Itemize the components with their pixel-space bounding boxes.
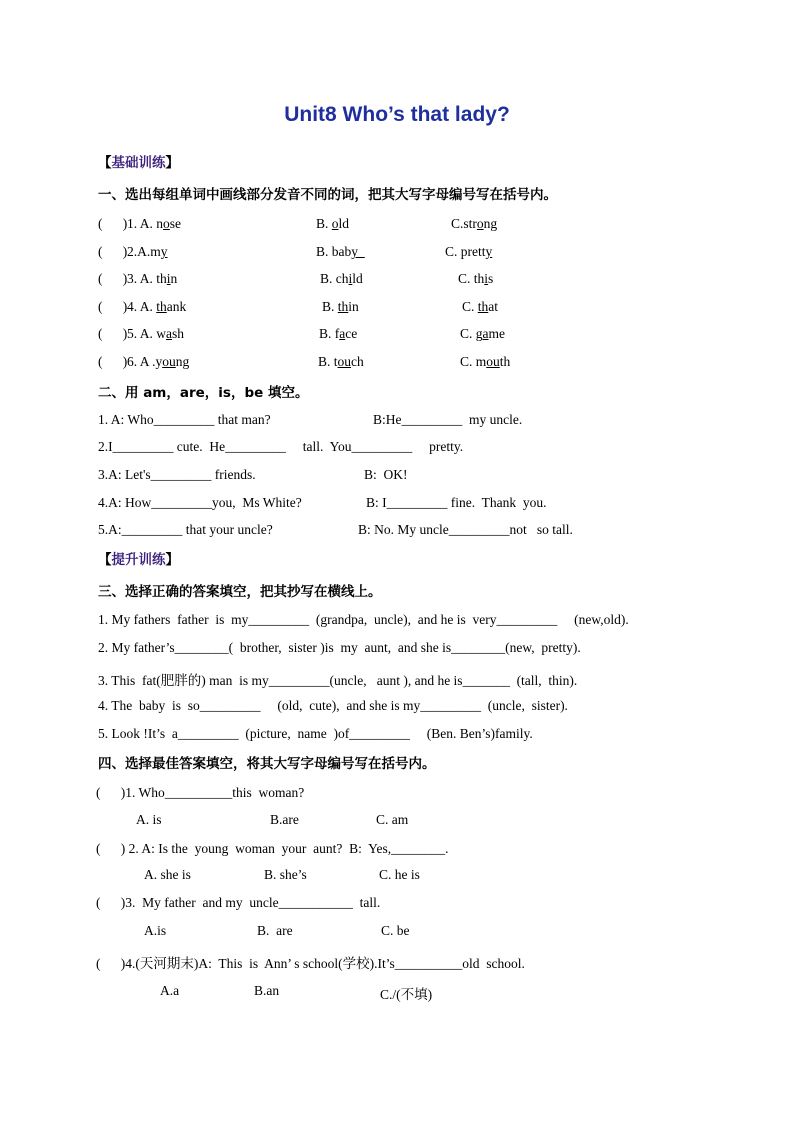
bracket-open: 【 [98, 552, 112, 568]
underlined-part: i [348, 271, 353, 286]
answer-paren: ( ) [98, 271, 128, 286]
option-text: 3. A. th [127, 271, 167, 286]
underlined-part: i [166, 271, 171, 286]
q4-stem: ( )4.(天河期末)A: This is Ann’ s school(学校).It’s__________old school. [96, 956, 525, 971]
option-text: B. ch [320, 271, 349, 286]
q3-row: 4. The baby is so_________ (old, cute), and she is my_________ (uncle, sister). [98, 698, 568, 713]
option-a [127, 354, 189, 370]
option-c [445, 244, 492, 260]
section-advanced-tag [98, 548, 179, 568]
answer-paren: ( ) [98, 216, 128, 231]
option-text: B. [322, 299, 338, 314]
option-b [319, 326, 357, 342]
option-text: 2.A.m [127, 244, 161, 259]
option-b [316, 244, 365, 260]
underlined-part: i [484, 271, 489, 286]
section-basic-label: 基础训练 [111, 155, 166, 171]
q4-option: A. is [136, 812, 162, 827]
option-text: se [169, 216, 182, 231]
option-text: ank [166, 299, 187, 314]
bracket-close: 】 [165, 552, 179, 568]
q4-stem: ( )1. Who__________this woman? [96, 785, 305, 800]
option-text: s [488, 271, 494, 286]
q4-stem: ( )3. My father and my uncle___________ tall. [96, 895, 381, 910]
option-b [318, 354, 364, 370]
option-text: C. [462, 299, 478, 314]
answer-paren: ( ) [98, 354, 128, 369]
underlined-part: ou [337, 354, 352, 369]
option-c [458, 271, 493, 287]
q3-heading: 三、选择正确的答案填空，把其抄写在横线上。 [98, 584, 382, 600]
q2-right: B: I_________ fine. Thank you. [366, 495, 547, 510]
q4-option: C. am [376, 812, 409, 827]
option-text: ld [338, 216, 350, 231]
option-text: 1. A. n [127, 216, 164, 231]
q4-option: A.a [160, 983, 180, 998]
q4-option: C. he is [379, 867, 420, 882]
q2-right: B: OK! [364, 467, 408, 482]
answer-paren: ( ) [98, 244, 128, 259]
option-b [322, 299, 359, 315]
option-text: ld [352, 271, 363, 286]
q3-row: 1. My fathers father is my_________ (grandpa, uncle), and he is very_________ (new,old). [98, 612, 629, 627]
underlined-part: a [339, 326, 346, 341]
underlined-part: y [485, 244, 493, 259]
q3-row: 5. Look !It’s a_________ (picture, name )of_________ (Ben. Ben’s)family. [98, 726, 533, 741]
option-text: n [170, 271, 178, 286]
q3-row: 3. This fat(肥胖的) man is my_________(uncle, aunt ), and he is_______ (tall, thin). [98, 673, 578, 688]
option-text: B. bab [316, 244, 352, 259]
underlined-part: ou [486, 354, 500, 369]
underlined-part: o [476, 216, 484, 231]
option-text: at [488, 299, 499, 314]
option-a [127, 299, 186, 315]
q3-row: 2. My father’s________( brother, sister )is my aunt, and she is________(new, pretty). [98, 640, 581, 655]
underlined-part: y [351, 244, 365, 259]
q2-right: B: No. My uncle_________not so tall. [358, 522, 573, 537]
q1-heading: 一、选出每组单词中画线部分发音不同的词，把其大写字母编号写在括号内。 [98, 187, 557, 203]
q4-option: C./(不填) [380, 987, 433, 1002]
option-text: C. prett [445, 244, 486, 259]
underlined-part: th [337, 299, 349, 314]
option-a [127, 326, 184, 342]
q2-left: 2.I_________ cute. He_________ tall. You_________ pretty. [98, 439, 464, 454]
option-c [460, 354, 510, 370]
underlined-part: a [482, 326, 489, 341]
option-text: me [488, 326, 506, 341]
underlined-part: ou [162, 354, 176, 369]
underlined-part: y [160, 244, 168, 259]
underlined-part: th [477, 299, 489, 314]
option-b [316, 216, 349, 232]
q4-heading: 四、选择最佳答案填空，将其大写字母编号写在括号内。 [98, 756, 436, 772]
q4-option: A. she is [144, 867, 191, 882]
option-text: th [499, 354, 511, 369]
option-b [320, 271, 363, 287]
q2-left: 4.A: How_________you, Ms White? [98, 495, 302, 510]
underlined-part: a [166, 326, 173, 341]
underlined-part: o [331, 216, 339, 231]
answer-paren: ( ) [98, 326, 128, 341]
q2-heading: 二、用 am，are，is，be 填空。 [98, 385, 309, 401]
q4-option: B.an [254, 983, 280, 998]
q4-option: C. be [381, 923, 410, 938]
bracket-close: 】 [165, 155, 179, 171]
option-text: 6. A .y [127, 354, 163, 369]
q4-stem: ( ) 2. A: Is the young woman your aunt? B: Yes,________. [96, 841, 449, 856]
option-text: C. th [458, 271, 485, 286]
option-text: C. g [460, 326, 483, 341]
option-a [127, 216, 181, 232]
option-text: 4. A. [127, 299, 157, 314]
q4-option: B.are [270, 812, 299, 827]
underlined-part: th [156, 299, 167, 314]
option-text: 5. A. w [127, 326, 167, 341]
q4-option: A.is [144, 923, 167, 938]
bracket-open: 【 [98, 155, 112, 171]
q2-left: 1. A: Who_________ that man? [98, 412, 271, 427]
q2-right: B:He_________ my uncle. [373, 412, 523, 427]
q4-option: B. she’s [264, 867, 307, 882]
section-advanced-label: 提升训练 [111, 552, 166, 568]
option-text: ng [175, 354, 190, 369]
option-text: ch [351, 354, 364, 369]
option-text: sh [172, 326, 185, 341]
q2-left: 5.A:_________ that your uncle? [98, 522, 273, 537]
option-text: B. f [319, 326, 340, 341]
option-text: ng [483, 216, 498, 231]
option-c [460, 326, 505, 342]
option-text: B. [316, 216, 332, 231]
q4-option: B. are [257, 923, 293, 938]
answer-paren: ( ) [98, 299, 128, 314]
page-title: Unit8 Who’s that lady? [284, 103, 510, 126]
underlined-part: o [163, 216, 170, 231]
option-text: B. t [318, 354, 338, 369]
section-basic-tag [98, 151, 179, 171]
option-c [451, 216, 497, 232]
option-text: C.str [451, 216, 477, 231]
q2-left: 3.A: Let's_________ friends. [98, 467, 256, 482]
option-text: ce [345, 326, 358, 341]
option-text: C. m [460, 354, 487, 369]
option-c [462, 299, 498, 315]
option-a [127, 271, 177, 287]
option-a [127, 244, 168, 260]
option-text: in [348, 299, 359, 314]
